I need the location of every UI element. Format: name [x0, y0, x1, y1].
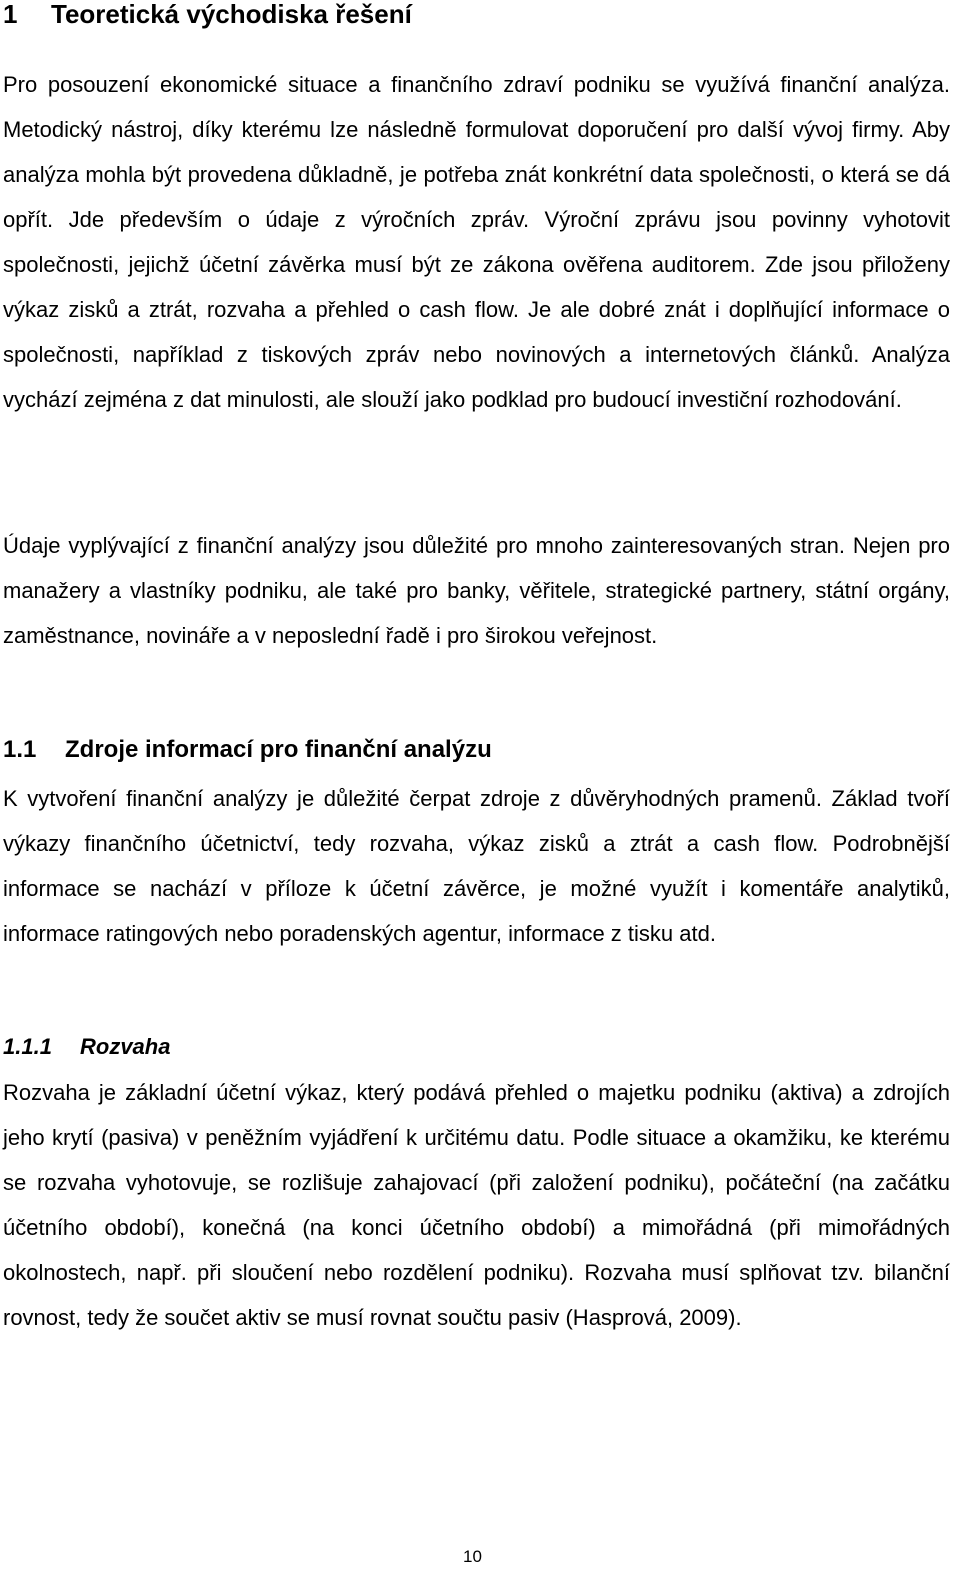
subsection-number: 1.1.1	[3, 1034, 52, 1059]
paragraph-sources: K vytvoření finanční analýzy je důležité čerpat zdroje z důvěryhodných pramenů. Základ tvoří výkazy finančního účetnictví, tedy rozvaha, výkaz zisků a ztrát a cash flow. Podrobnější informace se nachází v příloze k účetní závěrce, je možné využít i komentáře analytiků, informace ratingových nebo poradenských agentur, informace z tisku atd.	[3, 786, 950, 946]
section-title: Zdroje informací pro finanční analýzu	[65, 736, 492, 763]
paragraph-stakeholders: Údaje vyplývající z finanční analýzy jsou důležité pro mnoho zainteresovaných stran. Nejen pro manažery a vlastníky podniku, ale také pro banky, věřitele, strategické partnery, státní orgány, zaměstnance, novináře a v neposlední řadě i pro širokou veřejnost.	[3, 533, 950, 648]
subsection-title: Rozvaha	[80, 1034, 171, 1059]
section-number: 1.1	[3, 736, 37, 763]
paragraph-balance-sheet: Rozvaha je základní účetní výkaz, který podává přehled o majetku podniku (aktiva) a zdrojích jeho krytí (pasiva) v peněžním vyjádření k určitému datu. Podle situace a okamžiku, ke kterému se rozvaha vyhotovuje, se rozlišuje zahajovací (při založení podniku), počáteční (na začátku účetního období), konečná (na konci účetního období) a mimořádná (při mimořádných okolnostech, např. při sloučení nebo rozdělení podniku). Rozvaha musí splňovat tzv. bilanční rovnost, tedy že součet aktiv se musí rovnat součtu pasiv (Hasprová, 2009).	[3, 1080, 950, 1330]
subsection-heading	[3, 1030, 170, 1064]
paragraph-intro: Pro posouzení ekonomické situace a finančního zdraví podniku se využívá finanční analýza. Metodický nástroj, díky kterému lze následně formulovat doporučení pro další vývoj firmy. Aby analýza mohla být provedena důkladně, je potřeba znát konkrétní data společnosti, o která se dá opřít. Jde především o údaje z výročních zpráv. Výroční zprávu jsou povinny vyhotovit společnosti, jejichž účetní závěrka musí být ze zákona ověřena auditorem. Zde jsou přiloženy výkaz zisků a ztrát, rozvaha a přehled o cash flow. Je ale dobré znát i doplňující informace o společnosti, například z tiskových zpráv nebo novinových a internetových článků. Analýza vychází zejména z dat minulosti, ale slouží jako podklad pro budoucí investiční rozhodování.	[3, 72, 950, 412]
chapter-title: Teoretická východiska řešení	[51, 0, 412, 29]
chapter-number: 1	[3, 0, 18, 29]
chapter-heading	[3, 0, 412, 31]
section-heading	[3, 733, 492, 767]
page-number: 10	[463, 1547, 482, 1566]
